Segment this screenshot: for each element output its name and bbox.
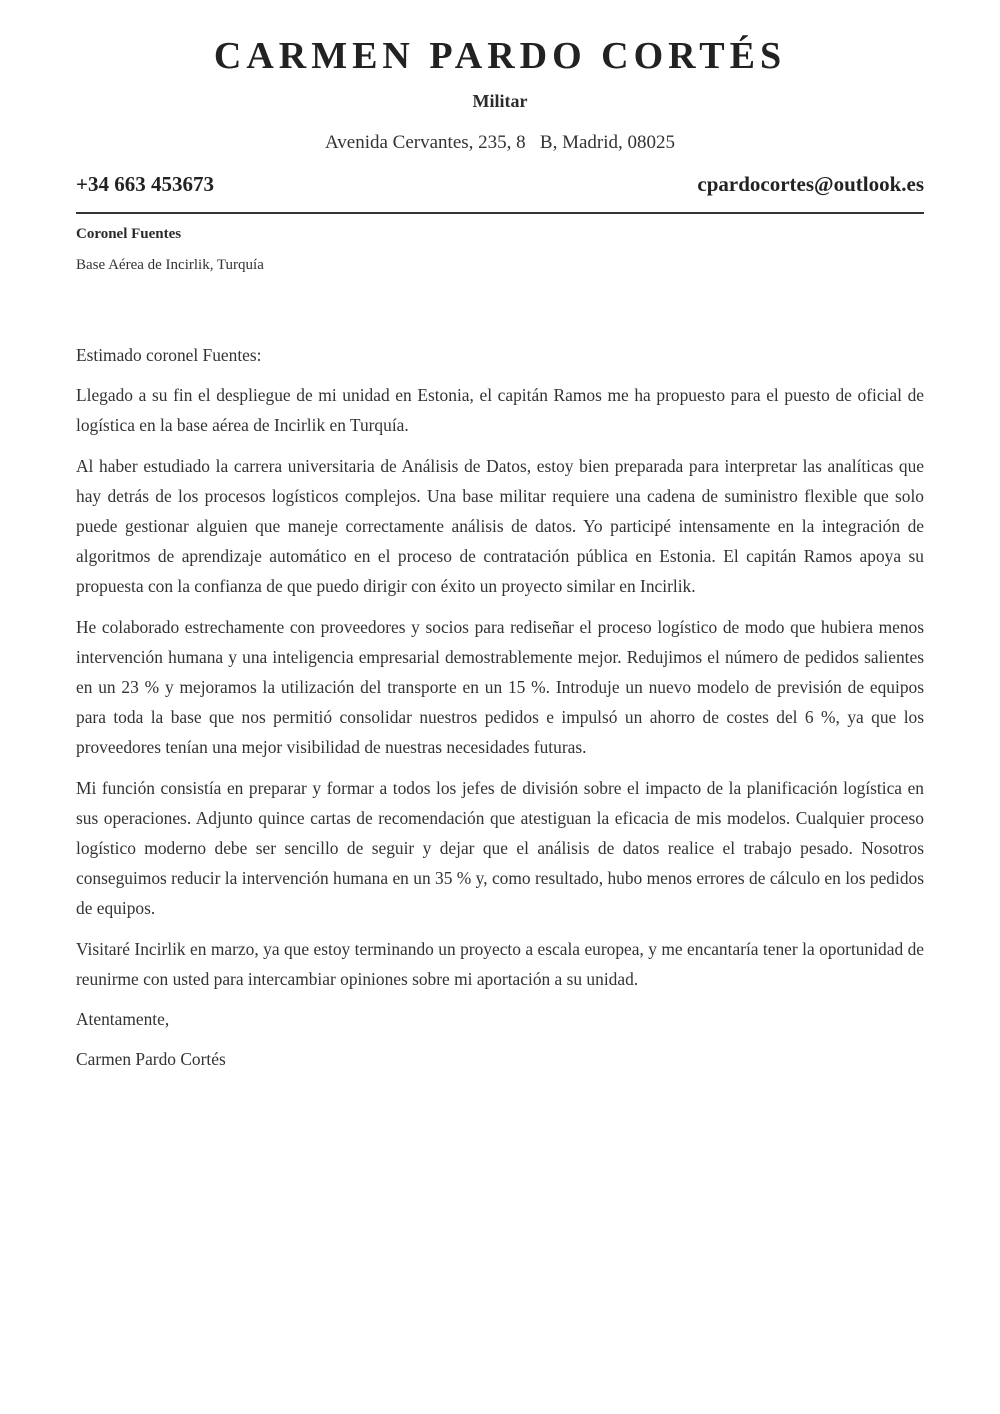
applicant-email: cpardocortes@outlook.es: [697, 172, 924, 196]
letter-body: [76, 340, 924, 1084]
letter-paragraph: Llegado a su fin el despliegue de mi unidad en Estonia, el capitán Ramos me ha propuesto para el puesto de oficial de logística en la base aérea de Incirlik en Turquía.: [76, 385, 924, 436]
applicant-profession: Militar: [472, 91, 528, 111]
letter-signature: Carmen Pardo Cortés: [76, 1049, 226, 1070]
applicant-address: Avenida Cervantes, 235, 8 B, Madrid, 08025: [324, 132, 676, 153]
header-divider: [76, 212, 924, 214]
contact-row: [76, 172, 924, 200]
letter-paragraph: Visitaré Incirlik en marzo, ya que estoy terminando un proyecto a escala europea, y me encantaría tener la oportunidad de reunirme con usted para intercambiar opiniones sobre mi aportación a su unidad.: [76, 938, 924, 989]
recipient-address: Base Aérea de Incirlik, Turquía: [76, 257, 264, 273]
letter-paragraph: Mi función consistía en preparar y formar a todos los jefes de división sobre el impacto de la planificación logística en sus operaciones. Adjunto quince cartas de recomendación que atestiguan la eficacia de mis modelos. Cualquier proceso logístico moderno debe ser sencillo de seguir y dejar que el análisis de datos realice el trabajo pesado. Nosotros conseguimos reducir la intervención humana en un 35 % y, como resultado, hubo menos errores de cálculo en los pedidos de equipos.: [76, 777, 924, 919]
applicant-name: CARMEN PARDO CORTÉS: [213, 35, 787, 77]
letter-paragraph: Al haber estudiado la carrera universitaria de Análisis de Datos, estoy bien preparada para interpretar las analíticas que hay detrás de los procesos logísticos complejos. Una base militar requiere una cadena de suministro flexible que solo puede gestionar alguien que maneje correctamente análisis de datos. Yo participé intensamente en la integración de algoritmos de aprendizaje automático en el proceso de contratación pública en Estonia. El capitán Ramos apoya su propuesta con la confianza de que puedo dirigir con éxito un proyecto similar en Incirlik.: [76, 455, 924, 597]
recipient-name: Coronel Fuentes: [76, 226, 182, 242]
letter-closing: Atentamente,: [76, 1009, 170, 1030]
applicant-phone: +34 663 453673: [76, 172, 214, 196]
letter-paragraph: He colaborado estrechamente con proveedores y socios para rediseñar el proceso logístico de modo que hubiera menos intervención humana y una inteligencia empresarial demostrablemente mejor. Redujimos el número de pedidos salientes en un 23 % y mejoramos la utilización del transporte en un 15 %. Introduje un nuevo modelo de previsión de equipos para toda la base que nos permitió consolidar nuestros pedidos e impulsó un ahorro de costes del 6 %, ya que los proveedores tenían una mejor visibilidad de nuestras necesidades futuras.: [76, 616, 924, 758]
letter-greeting: Estimado coronel Fuentes:: [76, 345, 262, 365]
